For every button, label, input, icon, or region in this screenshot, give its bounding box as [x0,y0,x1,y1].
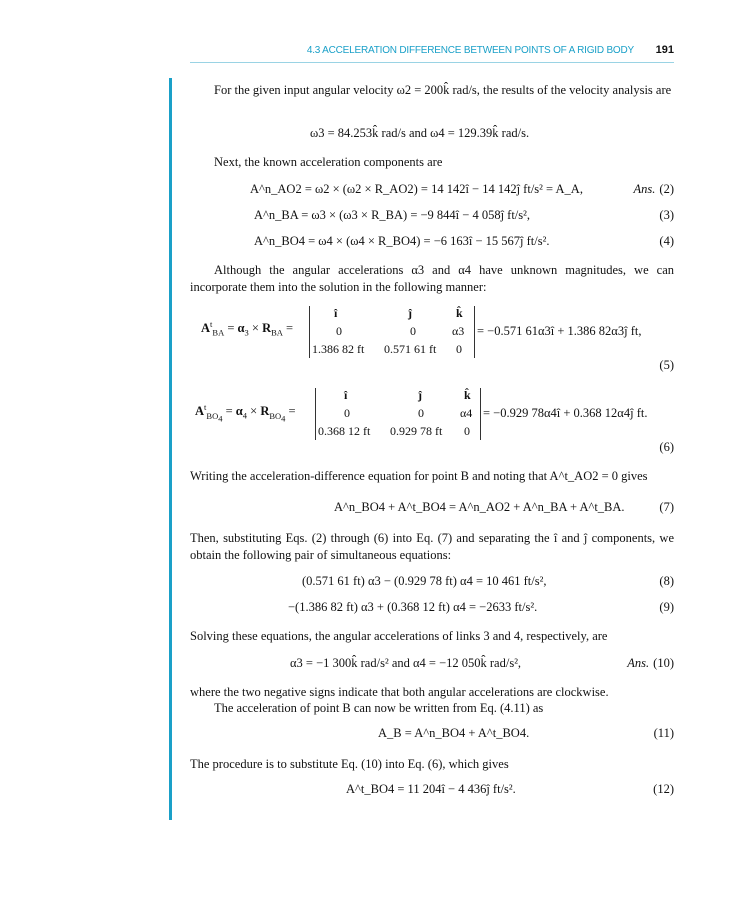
equation-9: −(1.386 82 ft) α3 + (0.368 12 ft) α4 = −2633 ft/s². [288,600,538,614]
answer-label: Ans. [633,182,656,196]
det5-cell: ĵ [408,306,412,320]
det6-cell: î [344,388,348,402]
equation-2: A^n_AO2 = ω2 × (ω2 × R_AO2) = 14 142î − 14 142ĵ ft/s² = A_A, [250,182,583,196]
paragraph-point-b: The acceleration of point B can now be written from Eq. (4.11) as [214,701,544,715]
equation-12: A^t_BO4 = 11 204î − 4 436ĵ ft/s². [346,782,516,796]
equation-number-7: (7) [659,500,674,514]
equation-number-8: (8) [659,574,674,588]
equation-number-10 [627,656,674,671]
equation-8: (0.571 61 ft) α3 − (0.929 78 ft) α4 = 10 461 ft/s², [302,574,547,588]
eqnum-2: (2) [659,182,674,196]
equation-number-9: (9) [659,600,674,614]
equation-10: α3 = −1 300k̂ rad/s² and α4 = −12 050k̂ rad/s², [290,656,522,670]
determinant-eq6 [315,388,481,440]
equation-4: A^n_BO4 = ω4 × (ω4 × R_BO4) = −6 163î − 15 567ĵ ft/s². [254,234,550,248]
equation-5-result: = −0.571 61α3î + 1.386 82α3ĵ ft, [477,324,642,338]
running-title: 4.3 ACCELERATION DIFFERENCE BETWEEN POINTS OF A RIGID BODY [306,45,634,56]
equation-number-11: (11) [653,726,674,740]
equation-number-6: (6) [659,440,674,454]
det5-cell: α3 [452,324,465,338]
det5-cell: 0.571 61 ft [384,342,437,356]
det6-cell: 0 [464,424,470,438]
det6-cell: k̂ [464,388,471,402]
det5-cell: 0 [336,324,342,338]
equation-number-5: (5) [659,358,674,372]
paragraph-substitution: Then, substituting Eqs. (2) through (6) into Eq. (7) and separating the î and ĵ components, we obtain the following pair of simultaneous equations: [190,531,674,562]
paragraph-clockwise: where the two negative signs indicate that both angular accelerations are clockwise. [190,685,609,699]
det6-cell: α4 [460,406,473,420]
margin-rule [169,78,172,820]
det6-cell: 0.368 12 ft [318,424,371,438]
equation-3: A^n_BA = ω3 × (ω3 × R_BA) = −9 844î − 4 058ĵ ft/s², [254,208,531,222]
running-header [190,44,674,63]
answer-label: Ans. [627,656,650,670]
paragraph-unknown-alphas: Although the angular accelerations α3 and α4 have unknown magnitudes, we can incorporate them into the solution in the following manner: [190,263,674,294]
equation-omega-results: ω3 = 84.253k̂ rad/s and ω4 = 129.39k̂ rad/s. [310,126,530,140]
det5-cell: î [334,306,338,320]
det6-cell: 0.929 78 ft [390,424,443,438]
det5-cell: 0 [410,324,416,338]
equation-11: A_B = A^n_BO4 + A^t_BO4. [378,726,530,740]
equation-number-3: (3) [659,208,674,222]
equation-number-2 [634,182,674,197]
equation-6-lhs: $A^t_{BO_4} = \alpha_4 \times R_{BO_4}$ = [195,401,296,424]
equation-6-result: = −0.929 78α4î + 0.368 12α4ĵ ft. [483,406,648,420]
paragraph-procedure: The procedure is to substitute Eq. (10) into Eq. (6), which gives [190,757,509,771]
det5-cell: 1.386 82 ft [312,342,365,356]
det6-cell: 0 [418,406,424,420]
paragraph-solving: Solving these equations, the angular accelerations of links 3 and 4, respectively, are [190,629,608,643]
det6-cell: ĵ [418,388,422,402]
equation-number-12: (12) [653,782,674,796]
equation-5-lhs: $A^t_{BA} = \alpha_3 \times R_{BA}$ = [201,318,294,338]
page-number: 191 [655,44,674,56]
equation-number-4: (4) [659,234,674,248]
det6-cell: 0 [344,406,350,420]
det5-cell: k̂ [456,306,463,320]
paragraph-acceleration-difference: Writing the acceleration-difference equation for point B and noting that A^t_AO2 = 0 gives [190,469,648,483]
eqnum-10: (10) [653,656,674,670]
paragraph-known-components: Next, the known acceleration components are [214,155,443,169]
det5-cell: 0 [456,342,462,356]
paragraph-velocity-intro: For the given input angular velocity ω2 = 200k̂ rad/s, the results of the velocity analysis are [214,83,672,97]
determinant-eq5 [309,306,475,358]
equation-7: A^n_BO4 + A^t_BO4 = A^n_AO2 + A^n_BA + A^t_BA. [334,500,625,514]
